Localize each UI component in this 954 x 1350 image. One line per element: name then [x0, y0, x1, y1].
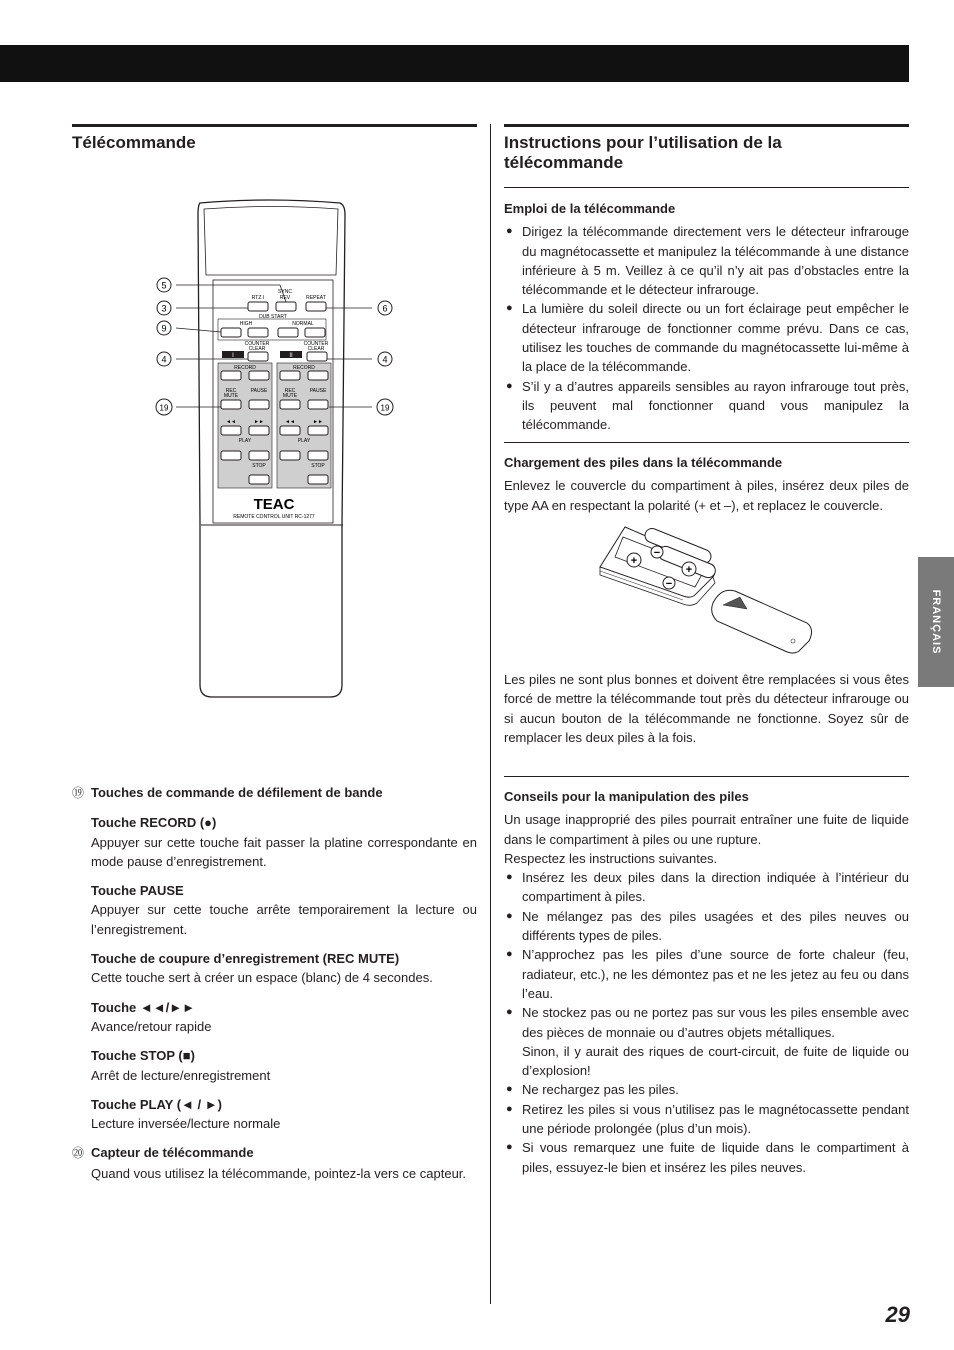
label-rec-2: REC	[284, 388, 296, 394]
item-20-number: ⑳	[72, 1146, 85, 1161]
pause-1-button[interactable]	[249, 400, 269, 409]
play-rev-2-button[interactable]	[280, 451, 300, 460]
svg-text:4: 4	[161, 354, 167, 365]
tape-controls-description	[72, 783, 477, 1183]
use-section	[504, 199, 909, 435]
label-normal: NORMAL	[292, 321, 314, 327]
label-stop-1: STOP	[252, 463, 266, 469]
label-record-1: RECORD	[234, 365, 256, 371]
svg-text:4: 4	[382, 354, 388, 365]
ffwd-1-button[interactable]	[249, 426, 269, 435]
rec-mute-key-desc: Touche de coupure d’enregistrement (REC MUTE) Cette touche sert à créer un espace (blanc) de 4 secondes.	[91, 951, 433, 986]
record-key-desc: Touche RECORD (●) Appuyer sur cette touche fait passer la platine correspondante en mode pause d’enregistrement.	[91, 815, 477, 869]
callout-19-right	[377, 399, 393, 415]
svg-text:3: 3	[161, 303, 167, 314]
item-19-heading: Touches de commande de défilement de bande	[91, 785, 383, 800]
wind-key-desc: Touche ◄◄/►► Avance/retour rapide	[91, 999, 212, 1034]
stop-1-button[interactable]	[249, 475, 269, 484]
page-number: 29	[885, 1302, 910, 1327]
rewind-1-glyph: ◄◄	[226, 419, 236, 425]
record-1b-button[interactable]	[249, 371, 269, 380]
dub-normal-right-button[interactable]	[305, 328, 325, 337]
right-title-rule	[504, 124, 909, 127]
svg-text:19: 19	[380, 403, 390, 413]
label-mute-1: MUTE	[223, 393, 239, 399]
record-2-button[interactable]	[280, 371, 300, 380]
remote-control-illustration	[140, 195, 410, 700]
play-fwd-2-button[interactable]	[308, 451, 328, 460]
label-play-2: PLAY	[297, 438, 311, 444]
battery-after-text: Les piles ne sont plus bonnes et doivent être remplacées si vous êtes forcé de mettre la télécommande tout près du détecteur infrarouge ou si aucun bouton de la télécommande ne fonctionne. Soyez sûr de remplacer les deux piles à la fois.	[504, 672, 909, 745]
rec-mute-1-button[interactable]	[221, 400, 241, 409]
label-mute-2: MUTE	[282, 393, 298, 399]
tips-intro-2: Respectez les instructions suivantes.	[504, 850, 718, 866]
pause-2-button[interactable]	[308, 400, 328, 409]
label-sync: SYNC	[278, 289, 292, 295]
label-clear-1: CLEAR	[248, 346, 266, 352]
battery-cover	[712, 590, 812, 653]
rewind-2-button[interactable]	[280, 426, 300, 435]
svg-text:19: 19	[159, 403, 169, 413]
stop-key-desc: Touche STOP (■) Arrêt de lecture/enregistrement	[91, 1048, 271, 1083]
label-pause-2: PAUSE	[309, 388, 327, 394]
use-bullet: ● S’il y a d’autres appareils sensibles au rayon infrarouge tout près, ils peuvent mal fonctionner quand vous manipulez la télécommande.	[504, 377, 909, 435]
plus-icon: +	[685, 564, 693, 576]
tips-bullet: ● Si vous remarquez une fuite de liquide dans le compartiment à piles, essuyez-le bien et insérez les piles neuves.	[504, 1138, 909, 1177]
repeat-button[interactable]	[306, 302, 326, 311]
tips-intro: Un usage inapproprié des piles pourrait entraîner une fuite de liquide dans le compartiment à piles ou une rupture.	[504, 812, 909, 847]
label-high: HIGH	[239, 321, 253, 327]
brand-logo: TEAC	[253, 496, 295, 513]
label-rec-1: REC	[225, 388, 237, 394]
sync-rev-button[interactable]	[276, 302, 296, 311]
battery-illustration	[595, 525, 815, 655]
use-bullet: ● La lumière du soleil directe ou un fort éclairage peut empêcher le détecteur infrarouge de fonctionner comme prévu. Dans ce cas, utilisez les touches de commande du magnétocassette lui-même à la place de la télécommande.	[504, 299, 909, 376]
use-heading: Emploi de la télécommande	[504, 201, 676, 216]
language-tab: FRANÇAIS	[918, 557, 954, 687]
battery-text: Enlevez le couvercle du compartiment à piles, insérez deux piles de type AA en respectant la polarité (+ et –), et replacez le couvercle.	[504, 478, 909, 513]
svg-text:6: 6	[382, 303, 388, 314]
label-rtz: RTZ I	[251, 295, 265, 301]
label-repeat: REPEAT	[306, 295, 326, 301]
label-stop-2: STOP	[311, 463, 325, 469]
deck-1-label: I	[232, 353, 234, 359]
play-fwd-1-button[interactable]	[249, 451, 269, 460]
tips-bullet-extra: Sinon, il y aurait des riques de court-circuit, de fuite de liquide ou d’explosion!	[522, 1043, 909, 1079]
label-clear-2: CLEAR	[307, 346, 325, 352]
left-title-rule	[72, 124, 477, 127]
tips-heading: Conseils pour la manipulation des piles	[504, 789, 749, 804]
battery-after-section	[504, 670, 909, 747]
label-counter-1: COUNTER	[244, 341, 270, 347]
item-19-number: ⑲	[72, 786, 85, 800]
battery-section	[504, 453, 909, 515]
tips-bullet: ● Ne rechargez pas les piles.	[504, 1080, 909, 1099]
rtz-button[interactable]	[248, 302, 268, 311]
svg-text:9: 9	[161, 323, 167, 334]
right-rule-3	[504, 776, 909, 777]
label-play-1: PLAY	[238, 438, 252, 444]
left-section-title: Télécommande	[72, 133, 196, 152]
dub-high-right-button[interactable]	[248, 328, 268, 337]
rewind-1-button[interactable]	[221, 426, 241, 435]
stop-2-button[interactable]	[308, 475, 328, 484]
right-rule-2	[504, 442, 909, 443]
callout-19-left	[156, 399, 172, 415]
tips-bullet: ● Retirez les piles si vous n’utilisez pas le magnétocassette pendant une période prolongée (plus d’un mois).	[504, 1100, 909, 1139]
label-pause-1: PAUSE	[250, 388, 268, 394]
item-20-heading: Capteur de télécommande	[91, 1145, 254, 1161]
right-rule-1	[504, 187, 909, 188]
callout-4-right	[378, 352, 392, 366]
label-rev: REV	[279, 295, 291, 301]
plus-icon: +	[630, 555, 638, 567]
ffwd-1-glyph: ►►	[254, 419, 264, 425]
counter-clear-2-button[interactable]	[307, 352, 327, 361]
label-record-2: RECORD	[293, 365, 315, 371]
rec-mute-2-button[interactable]	[280, 400, 300, 409]
right-section-title: Instructions pour l’utilisation de la télécommande	[504, 133, 782, 172]
header-bar	[0, 45, 909, 82]
play-key-desc: Touche PLAY (◄ / ►) Lecture inversée/lecture normale	[91, 1096, 281, 1132]
use-bullet: ● Dirigez la télécommande directement vers le détecteur infrarouge du magnétocassette et manipulez la télécommande à une distance inférieure à 5 m. Veillez à ce qu’il n’y ait pas d’obstacles entre la télécommande et le détecteur infrarouge.	[504, 222, 909, 299]
item-20-text: Quand vous utilisez la télécommande, pointez-la vers ce capteur.	[91, 1165, 467, 1181]
ffwd-2-glyph: ►►	[313, 419, 323, 425]
callout-3	[157, 301, 171, 315]
dub-normal-left-button[interactable]	[278, 328, 298, 337]
minus-icon: −	[665, 578, 673, 590]
label-counter-2: COUNTER	[303, 341, 329, 347]
label-dub-start: DUB START	[259, 314, 287, 320]
deck-2-label: II	[289, 353, 293, 359]
tips-bullet: ● Insérez les deux piles dans la direction indiquée à l’intérieur du compartiment à piles.	[504, 868, 909, 907]
rewind-2-glyph: ◄◄	[285, 419, 295, 425]
dub-high-left-button[interactable]	[221, 328, 241, 337]
record-2b-button[interactable]	[308, 371, 328, 380]
callout-5	[157, 278, 171, 292]
tips-bullet: ● Ne mélangez pas des piles usagées et des piles neuves ou différents types de piles.	[504, 907, 909, 946]
minus-icon: −	[653, 547, 661, 559]
model-label: REMOTE CONTROL UNIT RC-1277	[233, 514, 315, 520]
ffwd-2-button[interactable]	[308, 426, 328, 435]
tips-section	[504, 787, 909, 1177]
battery-heading: Chargement des piles dans la télécommande	[504, 455, 783, 470]
svg-text:5: 5	[161, 280, 167, 291]
callout-9	[157, 321, 171, 335]
tips-bullet: ● N’approchez pas les piles d’une source de forte chaleur (feu, radiateur, etc.), ne les démontez pas et ne les jetez au feu ou dans l’eau.	[504, 945, 909, 1003]
record-1-button[interactable]	[221, 371, 241, 380]
tips-bullet: ● Ne stockez pas ou ne portez pas sur vous les piles ensemble avec des pièces de monnaie ou d’autres objets métalliques. Sinon, il y aurait des riques de court-circuit, de fuite de liquide ou d’explosion!	[504, 1003, 909, 1080]
column-divider	[490, 124, 491, 1304]
counter-clear-1-button[interactable]	[248, 352, 268, 361]
callout-4-left	[157, 352, 171, 366]
callout-6	[378, 301, 392, 315]
play-rev-1-button[interactable]	[221, 451, 241, 460]
pause-key-desc: Touche PAUSE Appuyer sur cette touche arrête temporairement la lecture ou l’enregistrement.	[91, 883, 477, 937]
